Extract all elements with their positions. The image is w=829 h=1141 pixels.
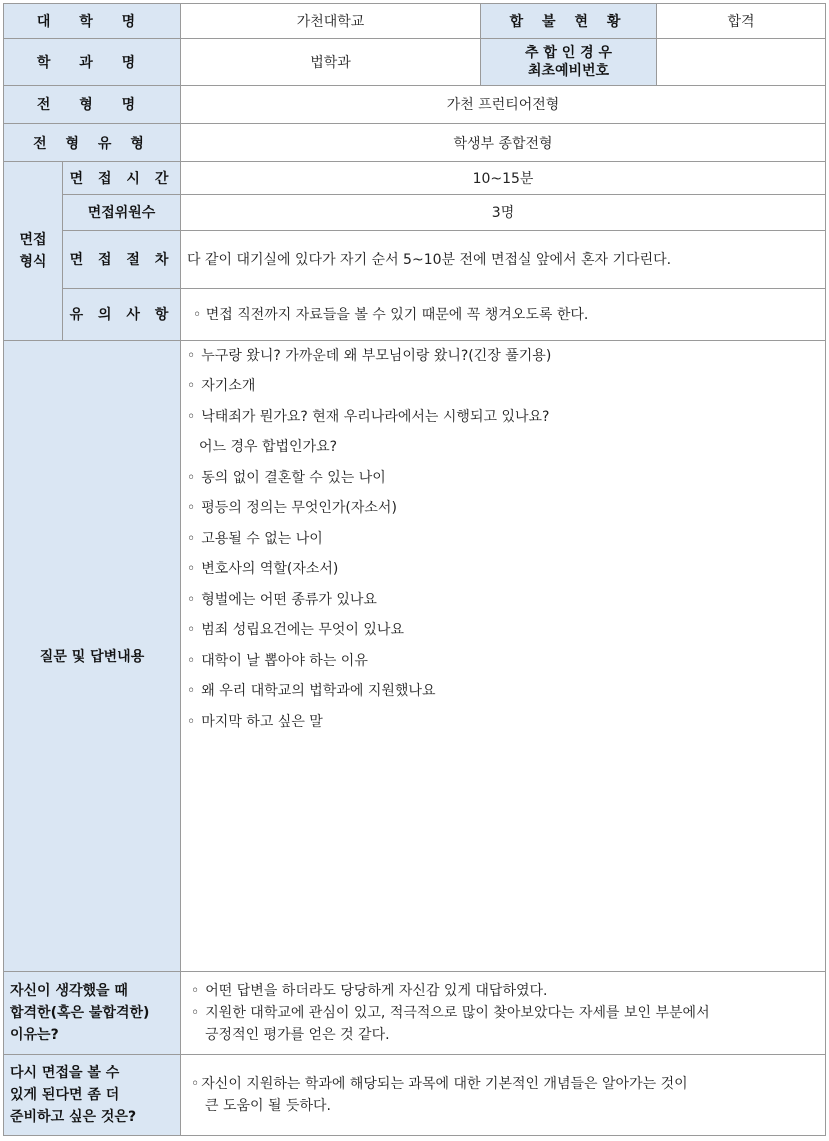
notes-label: 유 의 사 항 [63, 288, 181, 340]
interview-report-table [3, 3, 826, 1136]
reason-label [4, 972, 181, 1055]
row-department [4, 39, 826, 86]
university-value: 가천대학교 [181, 4, 481, 39]
interviewers-value: 3명 [181, 194, 826, 230]
procedure-value: 다 같이 대기실에 있다가 자기 순서 5~10분 전에 면접실 앞에서 혼자 기다린다. [181, 230, 826, 288]
department-label: 학 과 명 [4, 39, 181, 86]
list-item: ◦ 자기소개 [187, 378, 256, 395]
reason-label-line1: 자신이 생각했을 때 [10, 983, 128, 1000]
result-label: 합 불 현 황 [481, 4, 657, 39]
prepare-content [181, 1055, 826, 1136]
university-label: 대 학 명 [4, 4, 181, 39]
admission-type-value: 학생부 종합전형 [181, 124, 826, 162]
admission-value: 가천 프런티어전형 [181, 85, 826, 123]
list-item: ◦ 낙태죄가 뭔가요? 현재 우리나라에서는 시행되고 있나요? 어느 경우 합법인가요? [187, 408, 550, 456]
row-admission-type [4, 124, 826, 162]
reason-content [181, 972, 826, 1055]
list-item: ◦ 누구랑 왔니? 가까운데 왜 부모님이랑 왔니?(긴장 풀기용) [187, 347, 552, 364]
prepare-list [191, 1073, 819, 1117]
reason-list [191, 980, 819, 1046]
questions-content [181, 340, 826, 972]
interviewers-label: 면접위원수 [63, 194, 181, 230]
interview-format-label [4, 162, 63, 340]
list-item: ◦ 범죄 성립요건에는 무엇이 있나요 [187, 622, 404, 639]
waitlist-value [657, 39, 826, 86]
procedure-label: 면 접 절 차 [63, 230, 181, 288]
list-item: ◦ 지원한 대학교에 관심이 있고, 적극적으로 많이 찾아보았다는 자세를 보인 부분에서 긍정적인 평가를 얻은 것 같다. [191, 1005, 710, 1044]
row-interview-time [4, 162, 826, 194]
list-item: ◦ 대학이 날 뽑아야 하는 이유 [187, 652, 368, 669]
department-value: 법학과 [181, 39, 481, 86]
admission-label: 전 형 명 [4, 85, 181, 123]
list-item: ◦ 어떤 답변을 하더라도 당당하게 자신감 있게 대답하였다. [191, 983, 548, 1000]
interview-format-label-line1: 면접 [19, 231, 47, 248]
questions-label: 질문 및 답변내용 [4, 340, 181, 972]
interview-time-label: 면 접 시 간 [63, 162, 181, 194]
list-item: ◦ 고용될 수 없는 나이 [187, 530, 323, 547]
row-prepare [4, 1055, 826, 1136]
row-reason [4, 972, 826, 1055]
interview-time-value: 10~15분 [181, 162, 826, 194]
list-item: ◦ 자신이 지원하는 학과에 해당되는 과목에 대한 기본적인 개념들은 알아가는 것이 큰 도움이 될 듯하다. [191, 1076, 688, 1115]
list-item: ◦ 형벌에는 어떤 종류가 있나요 [187, 591, 377, 608]
waitlist-label [481, 39, 657, 86]
result-value: 합격 [657, 4, 826, 39]
reason-label-line3: 이유는? [10, 1027, 59, 1044]
row-admission [4, 85, 826, 123]
notes-value: ◦ 면접 직전까지 자료들을 볼 수 있기 때문에 꼭 챙겨오도록 한다. [181, 288, 826, 340]
list-item: ◦ 변호사의 역할(자소서) [187, 561, 339, 578]
row-university [4, 4, 826, 39]
list-item: ◦ 마지막 하고 싶은 말 [187, 713, 323, 730]
prepare-label-line3: 준비하고 싶은 것은? [10, 1109, 137, 1126]
row-questions [4, 340, 826, 972]
waitlist-label-line1: 추 합 인 경 우 [524, 45, 613, 61]
waitlist-label-line2: 최초예비번호 [527, 63, 610, 79]
list-item: ◦ 왜 우리 대학교의 법학과에 지원했나요 [187, 683, 436, 700]
admission-type-label: 전 형 유 형 [4, 124, 181, 162]
row-notes [4, 288, 826, 340]
prepare-label-line1: 다시 면접을 볼 수 [10, 1065, 120, 1082]
prepare-label [4, 1055, 181, 1136]
interview-format-label-line2: 형식 [19, 253, 47, 270]
prepare-label-line2: 있게 된다면 좀 더 [10, 1087, 120, 1104]
list-item: ◦ 동의 없이 결혼할 수 있는 나이 [187, 469, 386, 486]
row-procedure [4, 230, 826, 288]
questions-list [187, 341, 819, 738]
list-item: ◦ 평등의 정의는 무엇인가(자소서) [187, 500, 397, 517]
reason-label-line2: 합격한(혹은 불합격한) [10, 1005, 150, 1022]
row-interviewers [4, 194, 826, 230]
